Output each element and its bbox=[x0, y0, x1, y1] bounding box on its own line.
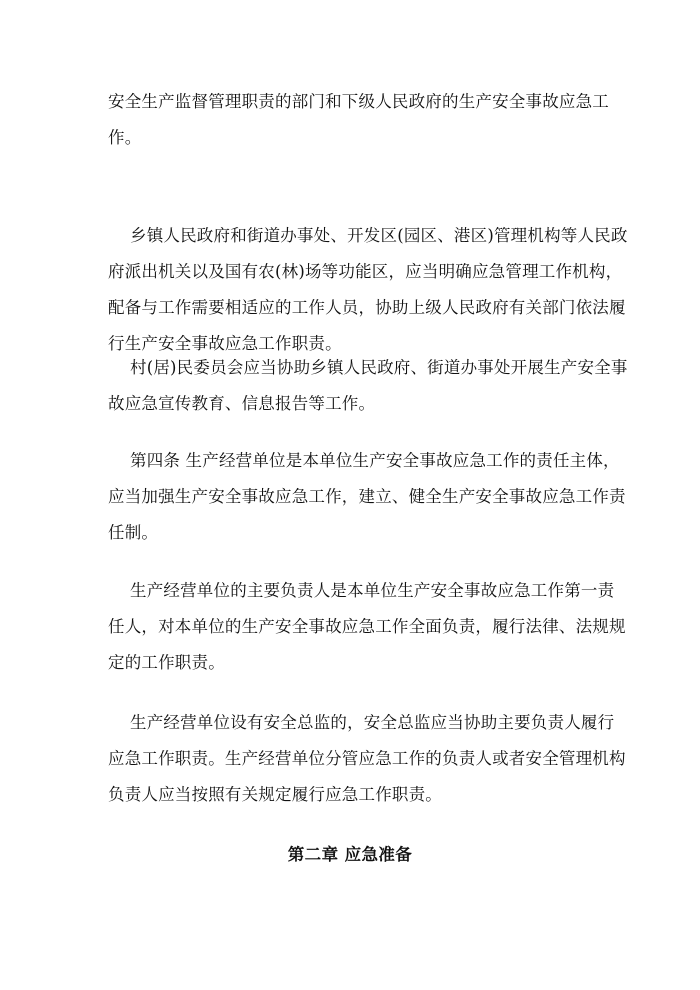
paragraph-line: 任人，对本单位的生产安全事故应急工作全面负责，履行法律、法规规 bbox=[108, 617, 626, 636]
paragraph-line: 故应急宣传教育、信息报告等工作。 bbox=[108, 394, 376, 413]
paragraph-article-four bbox=[108, 443, 626, 551]
paragraph-line: 任制。 bbox=[108, 523, 159, 542]
paragraph-line: 应急工作职责。生产经营单位分管应急工作的负责人或者安全管理机构 bbox=[108, 749, 626, 768]
paragraph-line: 行生产安全事故应急工作职责。 bbox=[108, 334, 342, 353]
paragraph-principal-responsible bbox=[108, 573, 626, 681]
paragraph-line: 定的工作职责。 bbox=[108, 653, 225, 672]
paragraph-line: 府派出机关以及国有农(林)场等功能区，应当明确应急管理工作机构， bbox=[108, 262, 623, 281]
paragraph-line: 负责人应当按照有关规定履行应急工作职责。 bbox=[108, 785, 442, 804]
paragraph-line: 生产经营单位的主要负责人是本单位生产安全事故应急工作第一责 bbox=[130, 581, 615, 600]
paragraph-line: 第四条 生产经营单位是本单位生产安全事故应急工作的责任主体， bbox=[130, 451, 620, 470]
paragraph-line: 作。 bbox=[108, 128, 142, 147]
paragraph-safety-director bbox=[108, 705, 626, 813]
paragraph-line: 村(居)民委员会应当协助乡镇人民政府、街道办事处开展生产安全事 bbox=[130, 358, 628, 377]
paragraph-line: 配备与工作需要相适应的工作人员，协助上级人民政府有关部门依法履 bbox=[108, 298, 626, 317]
paragraph-line: 生产经营单位设有安全总监的，安全总监应当协助主要负责人履行 bbox=[130, 713, 615, 732]
paragraph-continuation bbox=[108, 84, 608, 156]
paragraph-line: 安全生产监督管理职责的部门和下级人民政府的生产安全事故应急工 bbox=[108, 92, 609, 111]
paragraph-village-committee bbox=[108, 350, 628, 422]
paragraph-township-duties bbox=[108, 218, 628, 362]
chapter-heading: 第二章 应急准备 bbox=[287, 845, 413, 864]
paragraph-line: 应当加强生产安全事故应急工作，建立、健全生产安全事故应急工作责 bbox=[108, 487, 626, 506]
paragraph-line: 乡镇人民政府和街道办事处、开发区(园区、港区)管理机构等人民政 bbox=[130, 226, 628, 245]
